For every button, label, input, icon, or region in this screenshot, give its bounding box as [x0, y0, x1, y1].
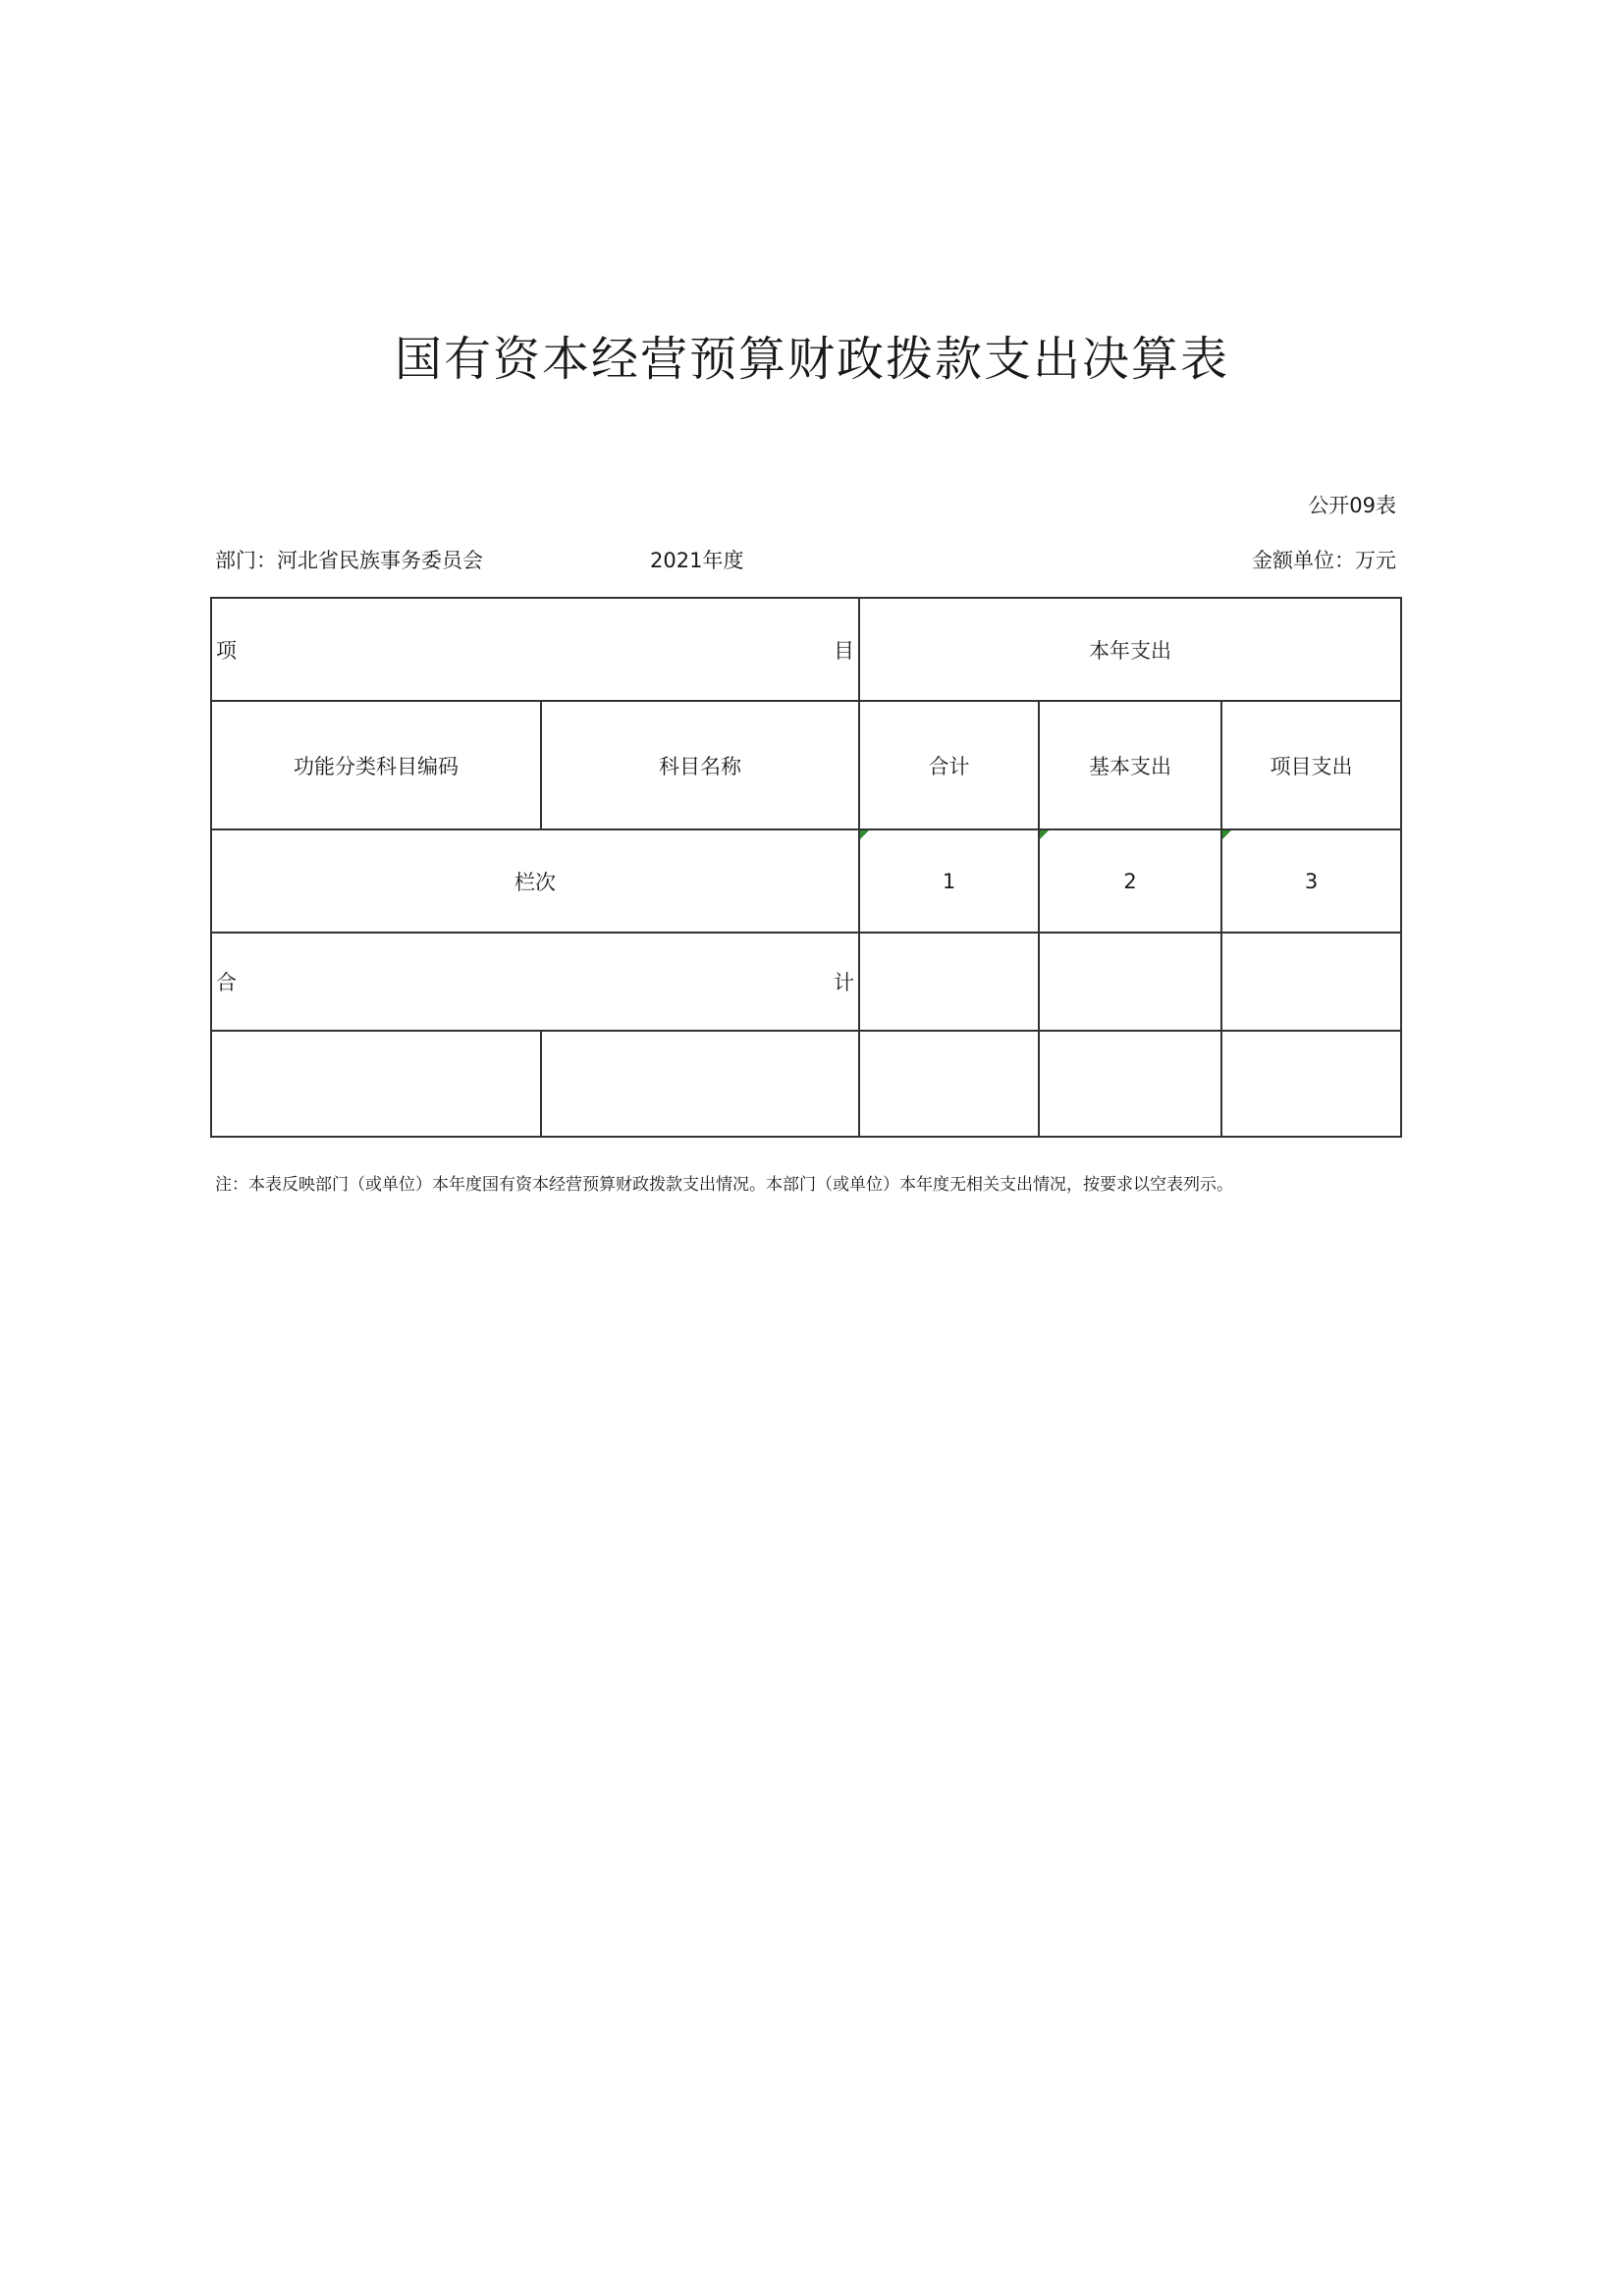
column-header-row — [211, 701, 1401, 829]
total-label-left: 合 — [216, 971, 237, 994]
footnote: 注：本表反映部门（或单位）本年度国有资本经营预算财政拨款支出情况。本部门（或单位）本年度无相关支出情况，按要求以空表列示。 — [215, 1175, 1233, 1195]
fiscal-year-label: 2021年度 — [650, 549, 744, 572]
column-index-value: 3 — [1304, 869, 1319, 893]
column-index-cell — [1039, 829, 1221, 933]
basic-value-cell — [1039, 933, 1221, 1031]
expenditure-table — [210, 597, 1402, 1138]
table-header-row — [211, 598, 1401, 701]
column-index-cell — [1221, 829, 1401, 933]
total-value-cell — [859, 933, 1039, 1031]
item-header-right: 目 — [834, 638, 854, 663]
column-index-label: 栏次 — [211, 829, 859, 933]
total-row — [211, 933, 1401, 1031]
amount-unit-label: 金额单位：万元 — [1252, 549, 1396, 572]
column-index-cell — [859, 829, 1039, 933]
name-cell — [541, 1031, 859, 1137]
column-index-row — [211, 829, 1401, 933]
item-header-cell — [211, 598, 859, 701]
total-value-cell — [859, 1031, 1039, 1137]
code-cell — [211, 1031, 541, 1137]
column-index-value: 2 — [1123, 869, 1137, 893]
current-year-expenditure-header: 本年支出 — [859, 598, 1401, 701]
department-label: 部门：河北省民族事务委员会 — [215, 549, 483, 572]
total-label-right: 计 — [834, 971, 854, 994]
cell-marker-icon — [1222, 830, 1231, 839]
col-header-name: 科目名称 — [541, 701, 859, 829]
column-index-value: 1 — [942, 869, 956, 893]
table-code: 公开09表 — [1308, 494, 1396, 517]
table-row — [211, 1031, 1401, 1137]
cell-marker-icon — [1040, 830, 1049, 839]
col-header-project: 项目支出 — [1221, 701, 1401, 829]
total-label-cell — [211, 933, 859, 1031]
col-header-total: 合计 — [859, 701, 1039, 829]
col-header-basic: 基本支出 — [1039, 701, 1221, 829]
page-title: 国有资本经营预算财政拨款支出决算表 — [394, 332, 1229, 387]
item-header-left: 项 — [216, 638, 237, 663]
col-header-code: 功能分类科目编码 — [211, 701, 541, 829]
cell-marker-icon — [860, 830, 869, 839]
project-value-cell — [1221, 933, 1401, 1031]
basic-value-cell — [1039, 1031, 1221, 1137]
project-value-cell — [1221, 1031, 1401, 1137]
